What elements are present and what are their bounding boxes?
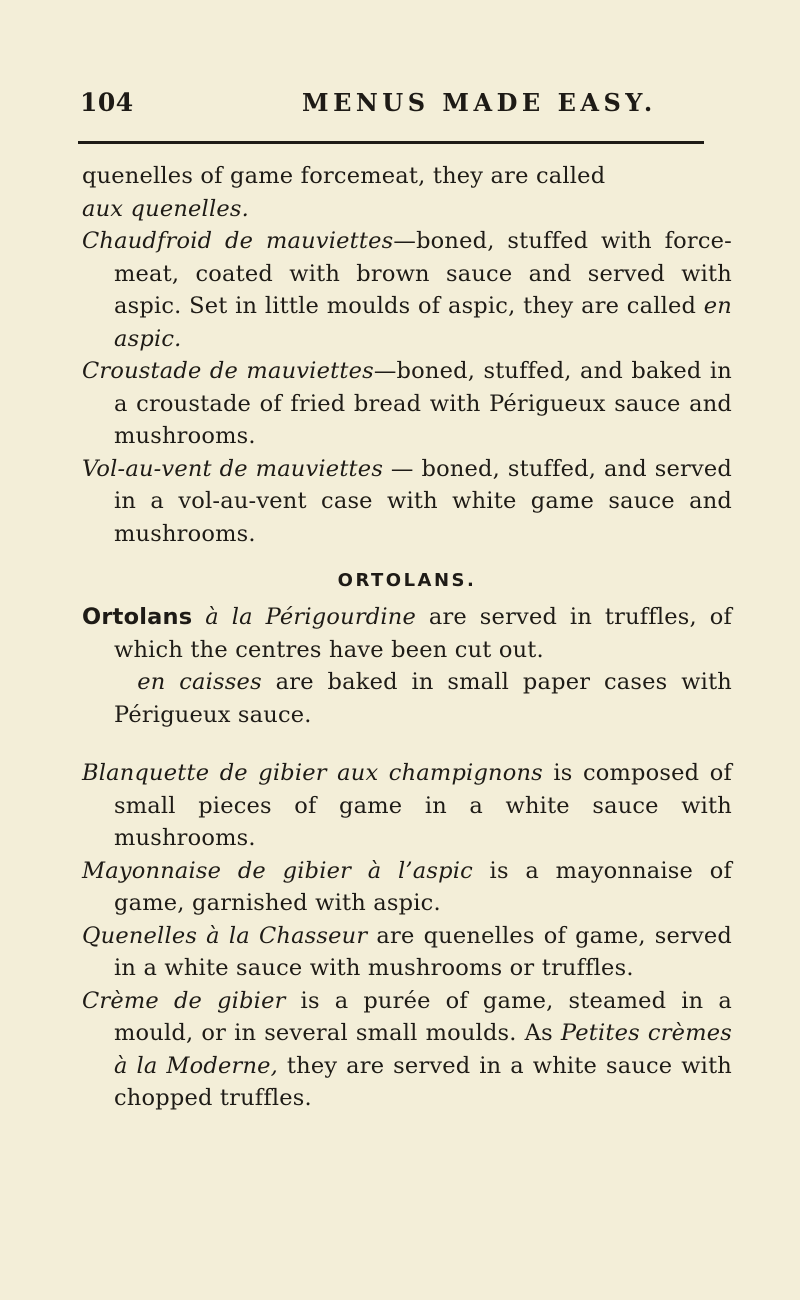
paragraph-quenelles [82,160,732,225]
paragraph-ortolans-perigourdine [82,601,732,666]
dish-title: à la Périgourdine [205,604,416,630]
dish-title: Croustade de mauviettes [82,358,374,384]
header-rule [78,141,704,144]
dish-title: en caisses [137,669,262,695]
paragraph-text: quenelles of game forcemeat, they are called [82,163,606,189]
section-heading: ORTOLANS. [337,570,477,591]
running-title: MENUS MADE EASY. [302,88,657,117]
dish-description: is a purée of game, steamed in a mould, or in several small moulds. As [114,987,732,1046]
dish-title: Mayonnaise de gibier à l’aspic [82,857,473,884]
dish-italic: Petites crèmes à la Moderne, [114,1020,732,1079]
paragraph-croustade [82,355,732,453]
page-body [82,160,732,1115]
dish-title: Vol-au-vent de mauviettes [82,455,384,482]
paragraph-mayonnaise [82,855,732,920]
page-number: 104 [80,88,134,117]
page-header [80,88,700,122]
dish-description: are baked in small paper cases with Périgueux sauce. [114,669,732,728]
dish-lead: Ortolans [82,604,193,630]
paragraph-vol-au-vent [82,453,732,551]
dish-description: are quenelles of game, served in a white sauce with mushrooms or truffles. [114,922,733,981]
dish-title: Quenelles à la Chasseur [82,922,368,949]
paragraph-quenelles-chasseur [82,920,732,985]
dish-description: —boned, stuffed with force-meat, coated with brown sauce and served with aspic. Set in little moulds of aspic, they are called [114,228,732,319]
dish-description: —boned, stuffed, and baked in a croustade of fried bread with Périgueux sauce and mushrooms. [114,358,732,449]
dish-description-end: they are served in a white sauce with chopped truffles. [114,1052,733,1111]
dish-description: is a mayonnaise of game, garnished with aspic. [114,857,732,916]
paragraph-chaudfroid [82,225,732,355]
paragraph-blanquette [82,757,732,855]
paragraph-italic: aux quenelles. [82,195,249,222]
spacer [82,731,732,757]
dish-title: Crème de gibier [82,987,286,1014]
paragraph-creme-de-gibier [82,985,732,1115]
dish-title: Blanquette de gibier aux champignons [82,760,543,786]
dish-description: — boned, stuffed, and served in a vol-au-vent case with white game sauce and mushrooms. [114,455,732,547]
paragraph-ortolans-caisses [82,666,732,731]
dish-title: Chaudfroid de mauviettes [82,228,394,254]
dish-italic: en aspic. [114,293,732,352]
dish-description: are served in truffles, of which the centres have been cut out. [114,604,732,663]
dish-description: is composed of small pieces of game in a white sauce with mushrooms. [114,760,732,851]
